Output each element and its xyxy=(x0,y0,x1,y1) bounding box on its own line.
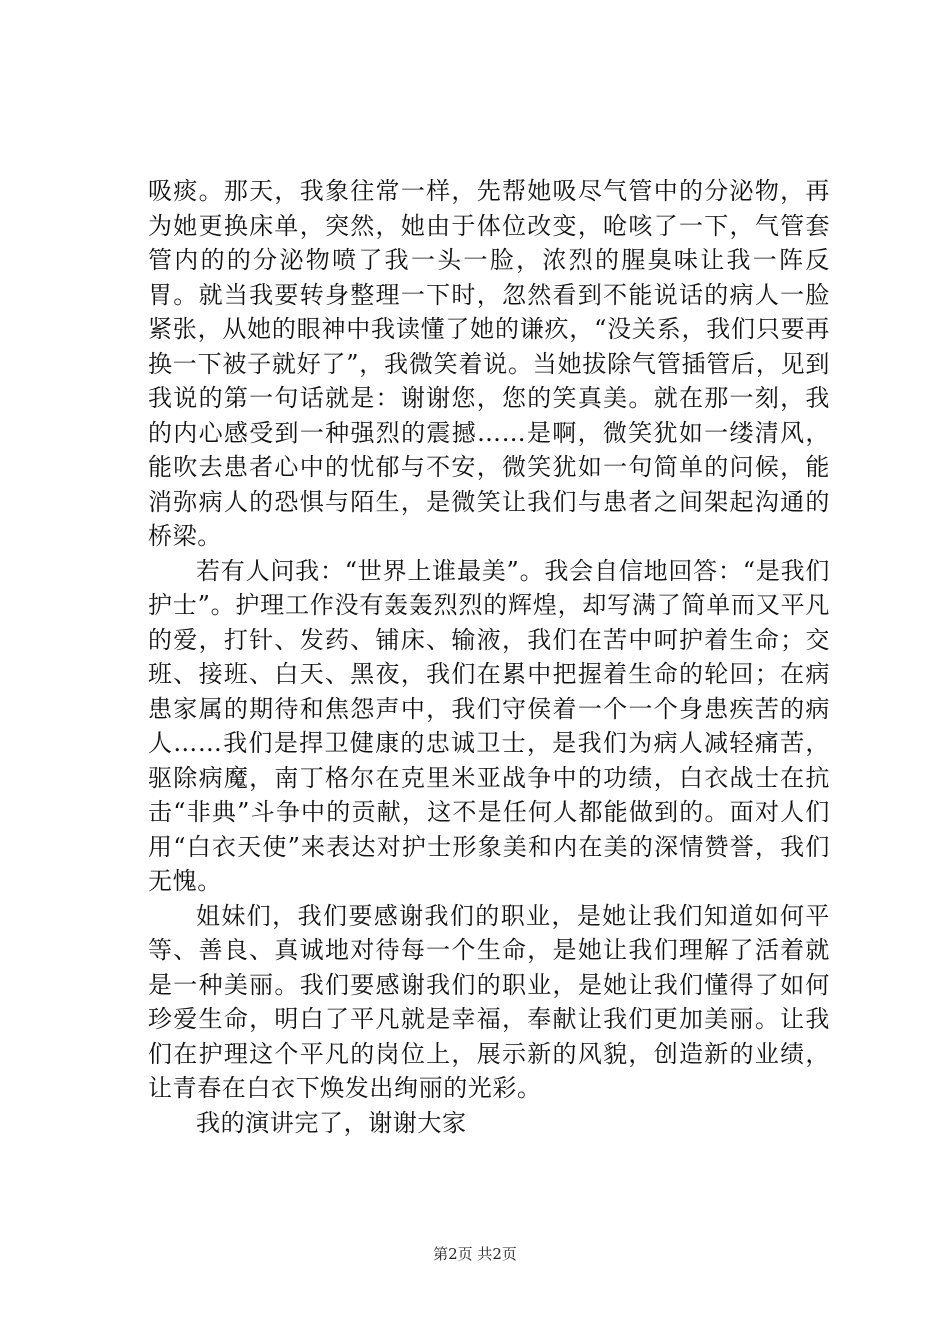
paragraph-closing: 我的演讲完了，谢谢大家 xyxy=(196,1108,467,1137)
paragraph-most-beautiful: 若有人问我：“世界上谁最美”。我会自信地回答：“是我们护士”。护理工作没有轰轰烈烈的辉煌，却写满了简单而又平凡的爱，打针、发药、铺床、输液，我们在苦中呵护着生命；交班、接班、白天、黑夜，我们在累中把握着生命的轮回；在病患家属的期待和焦怨声中，我们守侯着一个一个身患疾苦的病人……我们是捍卫健康的忠诚卫士，是我们为病人减轻痛苦，驱除病魔，南丁格尔在克里米亚战争中的功绩，白衣战士在抗击“非典”斗争中的贡献，这不是任何人都能做到的。面对人们用“白衣天使”来表达对护士形象美和内在美的深情赞誉，我们无愧。 xyxy=(148,556,830,895)
paragraph-continued: 吸痰。那天，我象往常一样，先帮她吸尽气管中的分泌物，再为她更换床单，突然，她由于体位改变，呛咳了一下，气管套管内的的分泌物喷了我一头一脸，浓烈的腥臭味让我一阵反胃。就当我要转身整理一下时，忽然看到不能说话的病人一脸紧张，从她的眼神中我读懂了她的谦疚，“没关系，我们只要再换一下被子就好了”，我微笑着说。当她拔除气管插管后，见到我说的第一句话就是：谢谢您，您的笑真美。就在那一刻，我的内心感受到一种强烈的震撼……是啊，微笑犹如一缕清风，能吹去患者心中的忧郁与不安，微笑犹如一句简单的问候，能消弥病人的恐惧与陌生，是微笑让我们与患者之间架起沟通的桥梁。 xyxy=(148,177,830,550)
page-number-footer: 第2页 共2页 xyxy=(433,1245,517,1263)
paragraph-gratitude: 姐妹们，我们要感谢我们的职业，是她让我们知道如何平等、善良、真诚地对待每一个生命，是她让我们理解了活着就是一种美丽。我们要感谢我们的职业，是她让我们懂得了如何珍爱生命，明白了平凡就是幸福，奉献让我们更加美丽。让我们在护理这个平凡的岗位上，展示新的风貌，创造新的业绩，让青春在白衣下焕发出绚丽的光彩。 xyxy=(148,901,830,1102)
document-body xyxy=(148,174,830,1140)
